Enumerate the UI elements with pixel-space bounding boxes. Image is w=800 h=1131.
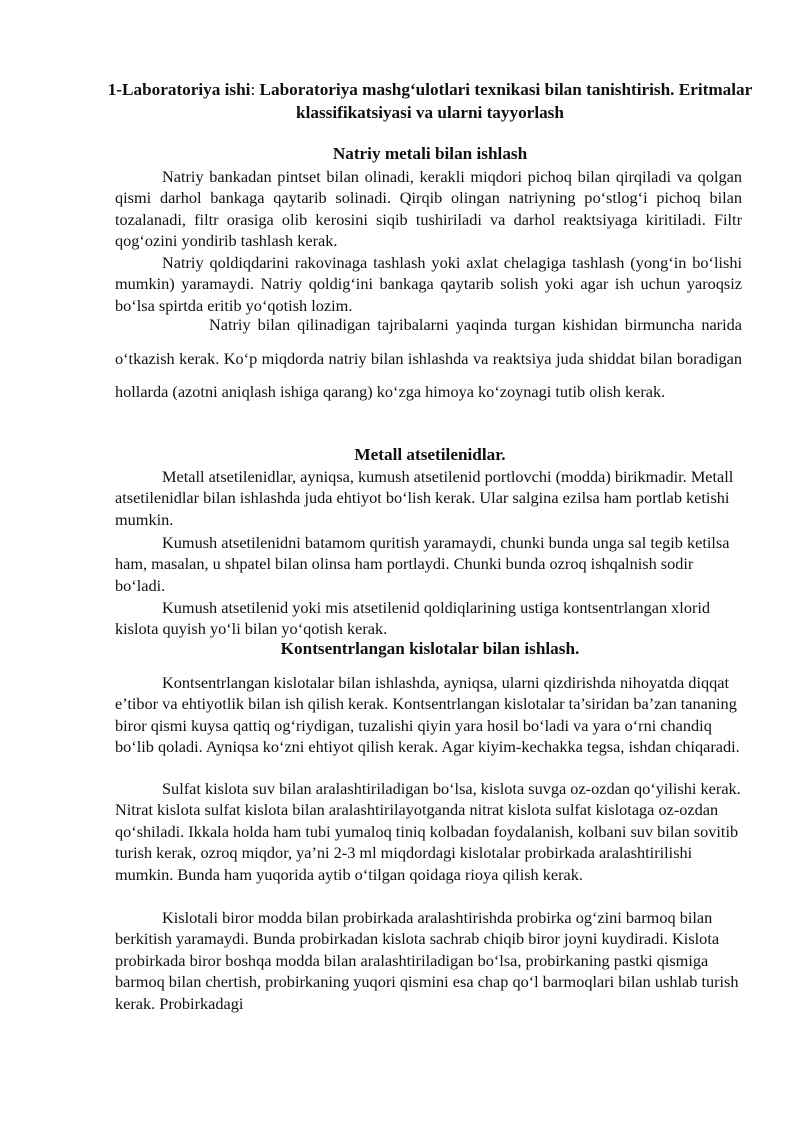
- document-title: [100, 78, 760, 124]
- paragraph-atsetilenid-2: Kumush atsetilenidni batamom quritish yaramaydi, chunki bunda unga sal tegib ketilsa ham, masalan, u shpatel bilan olinsa ham portlaydi. Chunki bunda ozroq ishqalnish sodir bo‘ladi.: [115, 533, 730, 595]
- paragraph-atsetilenid-3: Kumush atsetilenid yoki mis atsetilenid qoldiqlarining ustiga kontsentrlangan xlorid kislota quyish yo‘li bilan yo‘qotish kerak.: [115, 598, 711, 639]
- heading-natriy: Natriy metali bilan ishlash: [332, 144, 528, 163]
- title-separator: :: [250, 80, 256, 99]
- heading-kislota: Kontsentrlangan kislotalar bilan ishlash.: [280, 639, 580, 658]
- title-text: Laboratoriya mashg‘ulotlari texnikasi bilan tanishtirish. Eritmalar klassifikatsiyasi va ularni tayyorlash: [255, 80, 753, 122]
- paragraph-atsetilenid-1: Metall atsetilenidlar, ayniqsa, kumush atsetilenid portlovchi (modda) birikmadir. Metall atsetilenidlar bilan ishlashda juda ehtiyot bo‘lish kerak. Ular salgina ezilsa ham portlab ketishi mumkin.: [115, 467, 734, 529]
- lab-number: 1-Laboratoriya ishi: [107, 80, 251, 99]
- heading-atsetilenid: Metall atsetilenidlar.: [354, 445, 506, 464]
- paragraph-kislota-1: Kontsentrlangan kislotalar bilan ishlashda, ayniqsa, ularni qizdirishda nihoyatda diqqat e’tibor va ehtiyotlik bilan ish qilish kerak. Kontsentrlangan kislotalar ta’siridan ba’zan tananing biror qismi kuysa qattiq og‘riydigan, tuzalishi qiyin yara hosil bo‘ladi va yara o‘rni chandiq bo‘lib qoladi. Ayniqsa ko‘zni ehtiyot qilish kerak. Agar kiyim-kechakka tegsa, ishdan chiqaradi.: [115, 673, 740, 757]
- paragraph-natriy-3: Natriy bilan qilinadigan tajribalarni yaqinda turgan kishidan birmuncha narida o‘tkazish kerak. Ko‘p miqdorda natriy bilan ishlashda va reaktsiya juda shiddat bilan boradigan hollarda (azotni aniqlash ishiga qarang) ko‘zga himoya ko‘zoynagi tutib olish kerak.: [115, 315, 742, 401]
- paragraph-natriy-2: Natriy qoldiqdarini rakovinaga tashlash yoki axlat chelagiga tashlash (yong‘in bo‘lishi mumkin) yaramaydi. Natriy qoldig‘ini bankaga qaytarib solish yoki agar ish uchun yaroqsiz bo‘lsa spirtda eritib yo‘qotish lozim.: [115, 253, 742, 315]
- paragraph-natriy-1: Natriy bankadan pintset bilan olinadi, kerakli miqdori pichoq bilan qirqiladi va qolgan qismi darhol bankaga qaytarib solinadi. Qirqib olingan natriyning po‘stlog‘i pichoq bilan tozalanadi, filtr orasiga olib kerosini siqib tushiriladi va darhol reaktsiyaga kiritiladi. Filtr qog‘ozini yondirib tashlash kerak.: [115, 167, 742, 251]
- paragraph-kislota-2: Sulfat kislota suv bilan aralashtiriladigan bo‘lsa, kislota suvga oz-ozdan qo‘yilishi kerak. Nitrat kislota sulfat kislota bilan aralashtirilayotganda nitrat kislota sulfat kislotaga oz-ozdan qo‘shiladi. Ikkala holda ham tubi yumaloq tiniq kolbadan foydalanish, kolbani suv bilan sovitib turish kerak, ozroq miqdor, ya’ni 2-3 ml miqdordagi kislotalar probirkada aralashtirilishi mumkin. Bunda ham yuqorida aytib o‘tilgan qoidaga rioya qilish kerak.: [115, 779, 741, 884]
- paragraph-kislota-3: Kislotali biror modda bilan probirkada aralashtirishda probirka og‘zini barmoq bilan berkitish yaramaydi. Bunda probirkadan kislota sachrab chiqib biror joyni kuydiradi. Kislota probirkada biror boshqa modda bilan aralashtiriladigan bo‘lsa, probirkaning pastki qismiga barmoq bilan chertish, probirkaning yuqori qismini esa chap qo‘l barmoqlari bilan ushlab turish kerak. Probirkadagi: [115, 908, 739, 1013]
